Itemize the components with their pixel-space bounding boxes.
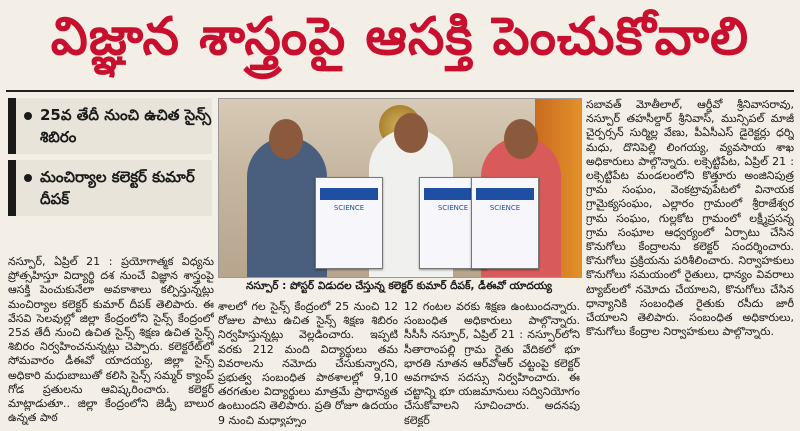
- head-left: [269, 119, 303, 159]
- news-photo: [218, 98, 582, 278]
- column-text: సబావత్‌ మోతీలాల్‌, ఆర్డీవో శ్రీనివాసరావు, నస్పూర్‌ తహసీల్దార్‌ శ్రీనివాస్‌, మున్సిపల్‌ మాజీ చైర్పర్సన్‌ సుర్మిల్ల వేణు, పీఏసీఎస్‌ డైరెక్టర్లు ధర్ని మధు, దొనిపెల్లి లింగయ్య, వ్యవసాయ శాఖ అధికారులు పాల్గొన్నారు. లక్సెట్టిపేట, ఏప్రిల్‌ 21 : లక్సెట్టిపేట మండలంలోని కొత్తూరు అంజినిపుత్ర గ్రామ సంఘం, వెంకట్రావుపేటలో వినాయక గ్రామైక్యసంఘం, ఎల్లారం గ్రామంలో శ్రీరాజేశ్వర గ్రామ సంఘం, గుల్లకోట గ్రామంలో లక్ష్మీప్రసన్న గ్రామ సంఘాల ఆధ్వర్యంలో ఏర్పాటు చేసిన కొనుగోలు కేంద్రాలను కలెక్టర్‌ సందర్శించారు. కొనుగోలు ప్రక్రియను పరిశీలించారు. నిర్వాహకులు కొనుగోలు సమయంలో రైతులు, ధాన్యం వివరాలు ట్యాబ్‌లలో నమోదు చేయాలని, కొనుగోలు చేసిన ధాన్యానికి సంబంధిత రైతుకు రసీదు జారీ చేయాలని తెలిపారు. సంబంధిత అధికారులు, కొనుగోలు కేంద్రాల నిర్వాహకులు పాల్గొన్నారు.: [586, 98, 794, 339]
- headline: విజ్ఞాన శాస్త్రంపై ఆసక్తి పెంచుకోవాలి: [50, 6, 750, 67]
- bullet-item: [8, 98, 212, 154]
- article-column-4: [586, 98, 794, 427]
- photo-caption: నస్పూర్‌ : పోస్టర్‌ విడుదల చేస్తున్న కలెక్టర్‌ కుమార్‌ దీపక్‌, డీఈవో యాదయ్య: [246, 280, 552, 292]
- poster: [471, 177, 539, 269]
- bullet-dot-icon: [24, 112, 32, 120]
- poster-title: SCIENCE: [333, 204, 365, 212]
- bullet-dot-icon: [24, 174, 32, 182]
- bullet-text: మంచిర్యాల కలెక్టర్‌ కుమార్‌ దీపక్‌: [40, 168, 195, 208]
- bullet-item: [8, 160, 212, 216]
- highlight-bullets: [8, 98, 212, 248]
- poster-title: SCIENCE: [437, 204, 469, 212]
- head-right: [504, 119, 538, 159]
- headline-rule: [6, 90, 794, 92]
- article-column-1: [8, 255, 214, 427]
- column-text: శాలలో గల సైన్స్‌ కేంద్రంలో 25 నుంచి 12 రోజుల పాటు ఉచిత సైన్స్‌ శిక్షణ శిబిరం నిర్వహిస్తున్నట్లు వెల్లడించారు. ఇప్పటి వరకు 212 మంది విద్యార్థులు తమ వివరాలను నమోదు చేసుకున్నారని, ప్రభుత్వ సంబంధిత పాఠశాలల్లో 9,10 తరగతుల విద్యార్థులు మాత్రమే ప్రాధాన్యత ఉంటుందని తెలిపారు. ప్రతి రోజూ ఉదయం 9 నుంచి మధ్యాహ్నం: [218, 300, 398, 427]
- article-column-3: [404, 300, 580, 427]
- bullet-text: 25వ తేదీ నుంచి ఉచిత సైన్స్‌ శిబిరం: [40, 106, 212, 146]
- poster: [315, 177, 383, 269]
- column-text: నస్పూర్‌, ఏప్రిల్‌ 21 : ప్రయోగాత్మక విధ్యను ప్రోత్సహిస్తూ విద్యార్థి దశ నుంచే విజ్ఞాన శాస్త్రంపై ఆసక్తి పెంచుకునేలా అవకాశాలు కల్పిస్తున్నట్లు మంచిర్యాల కలెక్టర్‌ కుమార్‌ దీపక్‌ తెలిపారు. ఈ వేసవి సెలవుల్లో జిల్లా కేంద్రంలోని సైన్స్‌ కేంద్రంలో 25వ తేదీ నుంచి ఉచిత సైన్స్‌ శిక్షణ ఉచిత సైన్స్‌ శిబిరం నిర్వహించనున్నట్లు చెప్పారు. కలెక్టరేట్‌లో సోమవారం డీఈవో యాదయ్య, జిల్లా సైన్స్‌ అధికారి మధుబాబుతో కలిసి సైన్స్‌ సమ్మర్‌ క్యాంప్‌ గోడ ప్రతులను ఆవిష్కరించారు. కలెక్టర్‌ మాట్లాడుతూ.. జిల్లా కేంద్రంలోని జెడ్పీ బాలుర ఉన్నత పాఠ: [8, 255, 214, 425]
- poster-title: SCIENCE: [489, 204, 521, 212]
- column-text: 12 గంటల వరకు శిక్షణ ఉంటుందన్నారు. సంబంధిత అధికారులు పాల్గొన్నారు. సీసీసీ నస్పూర్‌, ఏప్రిల్‌ 21 : నస్పూర్‌లోని సీతారాంపల్లి గ్రామ రైతు వేదికలో భూ భారతి నూతన ఆర్‌వోఆర్‌ చట్టంపై కలెక్టర్‌ అవగాహన సదస్సు నిర్వహించారు. ఈ చట్టాన్ని భూ యజమానులు సద్వినియోగం చేసుకోవాలని సూచించారు. అదనపు కలెక్టర్‌: [404, 300, 580, 427]
- head-center: [394, 113, 428, 153]
- article-column-2: [218, 300, 398, 427]
